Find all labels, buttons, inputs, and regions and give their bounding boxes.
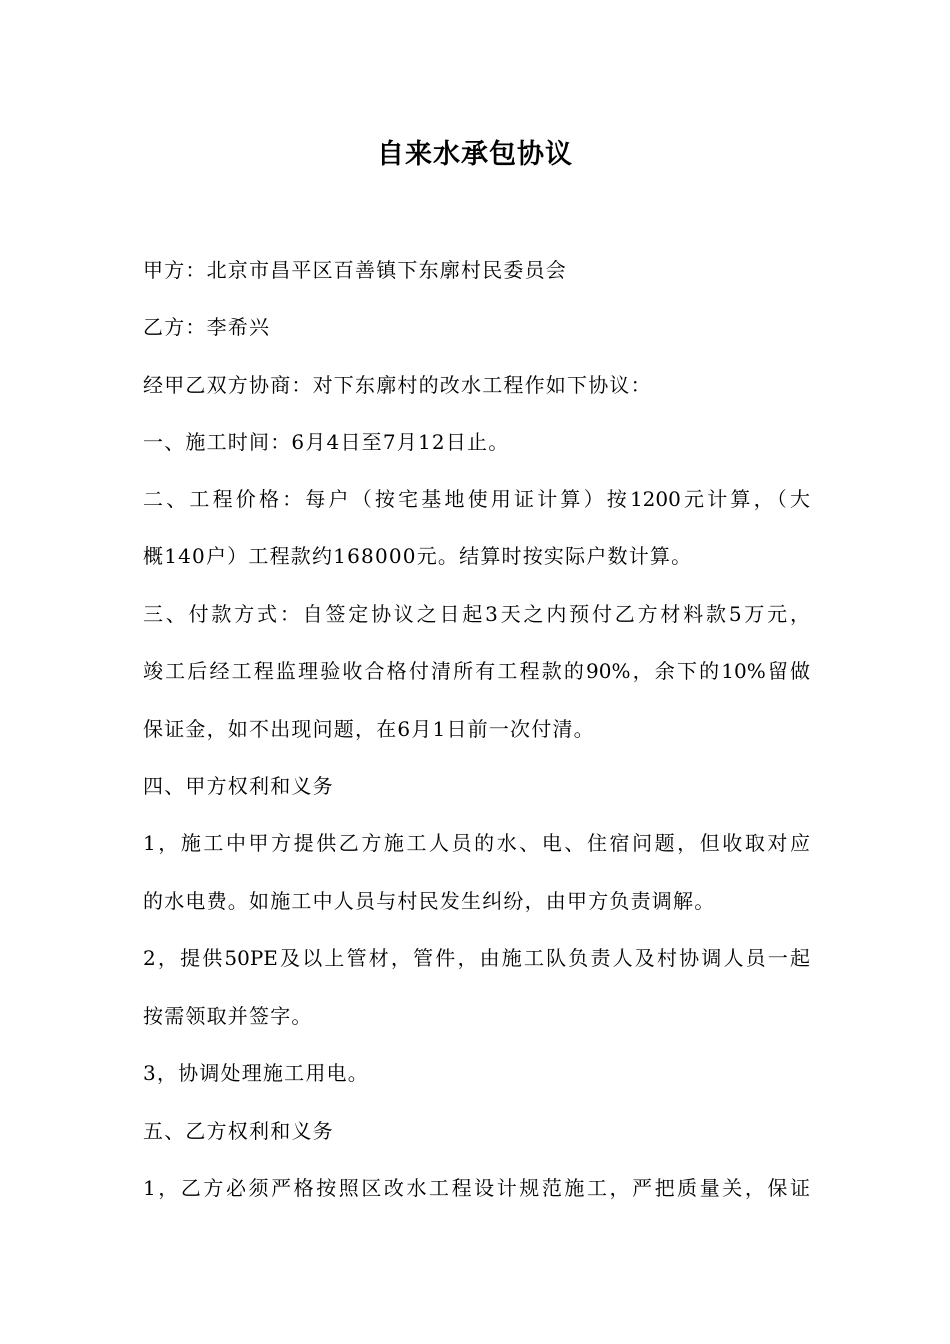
section-4-item-3: 3，协调处理施工用电。 xyxy=(143,1061,369,1085)
section-5-item-1-line-1: 1，乙方必须严格按照区改水工程设计规范施工，严把质量关，保证 xyxy=(143,1176,810,1200)
clause-3-line-1: 三、付款方式：自签定协议之日起3天之内预付乙方材料款5万元， xyxy=(143,602,810,626)
clause-3-line-2: 竣工后经工程监理验收合格付清所有工程款的90%，余下的10%留做 xyxy=(143,659,810,683)
section-4-heading: 四、甲方权利和义务 xyxy=(143,774,334,798)
clause-2-line-2: 概140户）工程款约168000元。结算时按实际户数计算。 xyxy=(143,544,693,568)
clause-1-line: 一、施工时间：6月4日至7月12日止。 xyxy=(143,430,510,454)
section-4-item-1-line-1: 1，施工中甲方提供乙方施工人员的水、电、住宿问题，但收取对应 xyxy=(143,831,810,855)
clause-2-line-1: 二、工程价格：每户（按宅基地使用证计算）按1200元计算，（大 xyxy=(143,487,810,511)
section-4-item-2-line-2: 按需领取并签字。 xyxy=(143,1004,313,1028)
party-a-line: 甲方：北京市昌平区百善镇下东廓村民委员会 xyxy=(143,258,567,282)
section-4-item-1-line-2: 的水电费。如施工中人员与村民发生纠纷，由甲方负责调解。 xyxy=(143,889,716,913)
party-b-line: 乙方：李希兴 xyxy=(143,315,271,339)
section-4-item-2-line-1: 2，提供50PE及以上管材，管件，由施工队负责人及村协调人员一起 xyxy=(143,946,810,970)
document-title: 自来水承包协议 xyxy=(377,139,573,170)
preamble-line: 经甲乙双方协商：对下东廓村的改水工程作如下协议： xyxy=(143,373,652,397)
clause-3-line-3: 保证金，如不出现问题，在6月1日前一次付清。 xyxy=(143,717,595,741)
section-5-heading: 五、乙方权利和义务 xyxy=(143,1119,334,1143)
